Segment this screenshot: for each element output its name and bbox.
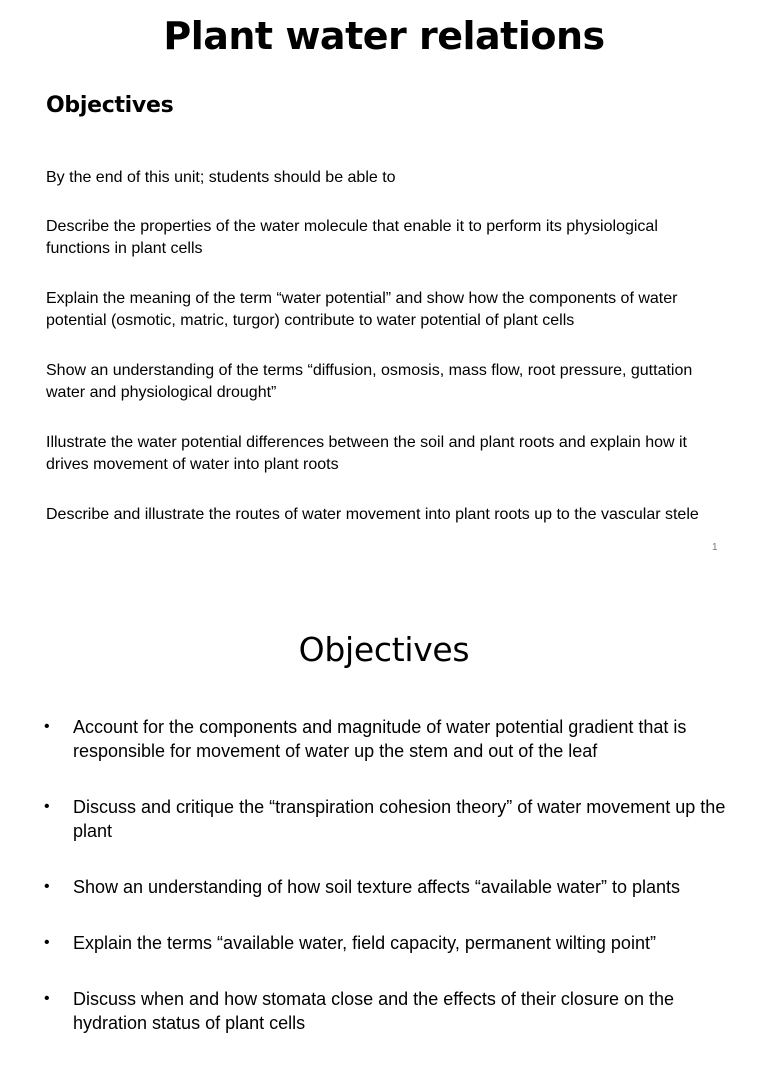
bullet-text: Discuss when and how stomata close and the effects of their closure on the hydration status of plant cells <box>73 989 675 1033</box>
bullet-icon: • <box>44 798 50 815</box>
bullet-item <box>44 715 734 795</box>
bullet-item <box>44 987 734 1067</box>
slide-title: Objectives <box>298 630 470 669</box>
bullet-text: Account for the components and magnitude of water potential gradient that is responsible for movement of water up the stem and out of the leaf <box>73 717 687 761</box>
bullet-item <box>44 931 734 987</box>
objective-item: Show an understanding of the terms “diffusion, osmosis, mass flow, root pressure, guttation water and physiological drought” <box>46 362 693 401</box>
objective-item: Explain the meaning of the term “water potential” and show how the components of water potential (osmotic, matric, turgor) contribute to water potential of plant cells <box>46 290 678 329</box>
section-heading: Objectives <box>46 93 174 118</box>
bullet-list <box>44 715 734 1067</box>
objective-item: Describe and illustrate the routes of water movement into plant roots up to the vascular stele <box>46 506 699 523</box>
bullet-text: Explain the terms “available water, field capacity, permanent wilting point” <box>73 933 656 953</box>
bullet-icon: • <box>44 934 50 951</box>
bullet-icon: • <box>44 990 50 1007</box>
bullet-item <box>44 875 734 931</box>
bullet-text: Discuss and critique the “transpiration cohesion theory” of water movement up the plant <box>73 797 726 841</box>
objective-item: Describe the properties of the water molecule that enable it to perform its physiological functions in plant cells <box>46 218 658 257</box>
page-title: Plant water relations <box>163 14 605 58</box>
page-number: 1 <box>712 542 718 553</box>
bullet-icon: • <box>44 718 50 735</box>
objective-item: Illustrate the water potential differences between the soil and plant roots and explain how it drives movement of water into plant roots <box>46 434 687 473</box>
bullet-icon: • <box>44 878 50 895</box>
bullet-item <box>44 795 734 875</box>
slide-2 <box>0 562 768 1033</box>
bullet-text: Show an understanding of how soil texture affects “available water” to plants <box>73 877 681 897</box>
objectives-list <box>46 216 726 576</box>
intro-text: By the end of this unit; students should be able to <box>46 169 396 186</box>
